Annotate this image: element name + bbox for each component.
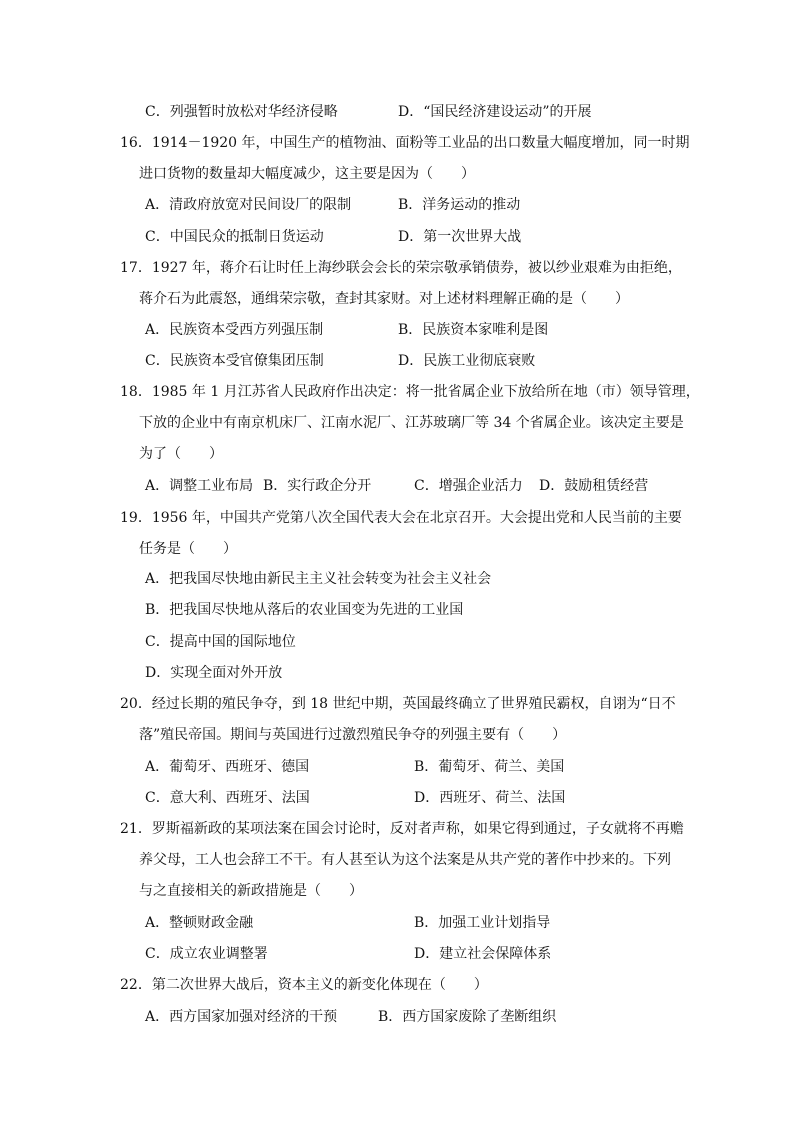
q17-option-d: D．民族工业彻底衰败 — [398, 353, 536, 369]
q18-option-b: B．实行政企分开 — [263, 478, 372, 494]
q17-option-c: C．民族资本受官僚集团压制 — [145, 353, 324, 369]
q21-option-c: C．成立农业调整署 — [145, 946, 268, 962]
q20-option-d: D．西班牙、荷兰、法国 — [414, 790, 566, 806]
q16-stem-line2: 进口货物的数量却大幅度减少，这主要是因为（ ） — [139, 166, 475, 182]
q18-option-d: D．鼓励租赁经营 — [539, 478, 649, 494]
q18-stem-line1: 18．1985 年 1 月江苏省人民政府作出决定：将一批省属企业下放给所在地（市）领导管理， — [120, 384, 700, 400]
q21-option-a: A．整顿财政金融 — [145, 915, 254, 931]
q19-option-c: C．提高中国的国际地位 — [145, 634, 296, 650]
q20-stem-line1: 20．经过长期的殖民争夺，到 18 世纪中期，英国最终确立了世界殖民霸权，自诩为“日不 — [120, 696, 676, 712]
q19-stem-line1: 19．1956 年，中国共产党第八次全国代表大会在北京召开。大会提出党和人民当前的主要 — [120, 510, 682, 526]
q22-option-b: B．西方国家废除了垄断组织 — [378, 1009, 557, 1025]
q20-stem-line2: 落”殖民帝国。期间与英国进行过激烈殖民争夺的列强主要有（ ） — [139, 727, 567, 743]
q21-stem-line1: 21．罗斯福新政的某项法案在国会讨论时，反对者声称，如果它得到通过，子女就将不再赡 — [120, 821, 684, 837]
q17-option-a: A．民族资本受西方列强压制 — [145, 322, 324, 338]
q16-option-b: B．洋务运动的推动 — [398, 197, 521, 213]
q21-stem-line3: 与之直接相关的新政措施是（ ） — [139, 883, 363, 899]
q20-option-c: C．意大利、西班牙、法国 — [145, 790, 310, 806]
q17-stem-line1: 17．1927 年，蒋介石让时任上海纱联会会长的荣宗敬承销债券，被以纱业艰难为由拒绝， — [120, 260, 682, 276]
q19-stem-line2: 任务是（ ） — [139, 541, 237, 557]
q18-option-a: A．调整工业布局 — [145, 478, 254, 494]
q20-option-a: A．葡萄牙、西班牙、德国 — [145, 759, 310, 775]
q16-stem-line1: 16．1914－1920 年，中国生产的植物油、面粉等工业品的出口数量大幅度增加，同一时期 — [120, 135, 690, 151]
q16-option-c: C．中国民众的抵制日货运动 — [145, 229, 324, 245]
q21-option-d: D．建立社会保障体系 — [414, 946, 552, 962]
q19-option-a: A．把我国尽快地由新民主主义社会转变为社会主义社会 — [145, 571, 492, 587]
q15-option-d: D．“国民经济建设运动”的开展 — [398, 104, 592, 120]
q17-option-b: B．民族资本家唯利是图 — [398, 322, 549, 338]
q18-stem-line2: 下放的企业中有南京机床厂、江南水泥厂、江苏玻璃厂等 34 个省属企业。该决定主要是 — [139, 415, 684, 431]
q19-option-d: D．实现全面对外开放 — [145, 665, 283, 681]
q21-option-b: B．加强工业计划指导 — [414, 915, 551, 931]
q18-stem-line3: 为了（ ） — [139, 446, 223, 462]
q16-option-d: D．第一次世界大战 — [398, 229, 522, 245]
q17-stem-line2: 蒋介石为此震怒，通缉荣宗敬，查封其家财。对上述材料理解正确的是（ ） — [139, 291, 629, 307]
q19-option-b: B．把我国尽快地从落后的农业国变为先进的工业国 — [145, 602, 464, 618]
q20-option-b: B．葡萄牙、荷兰、美国 — [414, 759, 565, 775]
q22-option-a: A．西方国家加强对经济的干预 — [145, 1009, 338, 1025]
q15-option-c: C．列强暂时放松对华经济侵略 — [145, 104, 338, 120]
q16-option-a: A．清政府放宽对民间设厂的限制 — [145, 197, 352, 213]
q22-stem-line1: 22．第二次世界大战后，资本主义的新变化体现在（ ） — [120, 977, 488, 993]
q21-stem-line2: 养父母，工人也会辞工不干。有人甚至认为这个法案是从共产党的著作中抄来的。下列 — [139, 852, 671, 868]
q18-option-c: C．增强企业活力 — [414, 478, 523, 494]
